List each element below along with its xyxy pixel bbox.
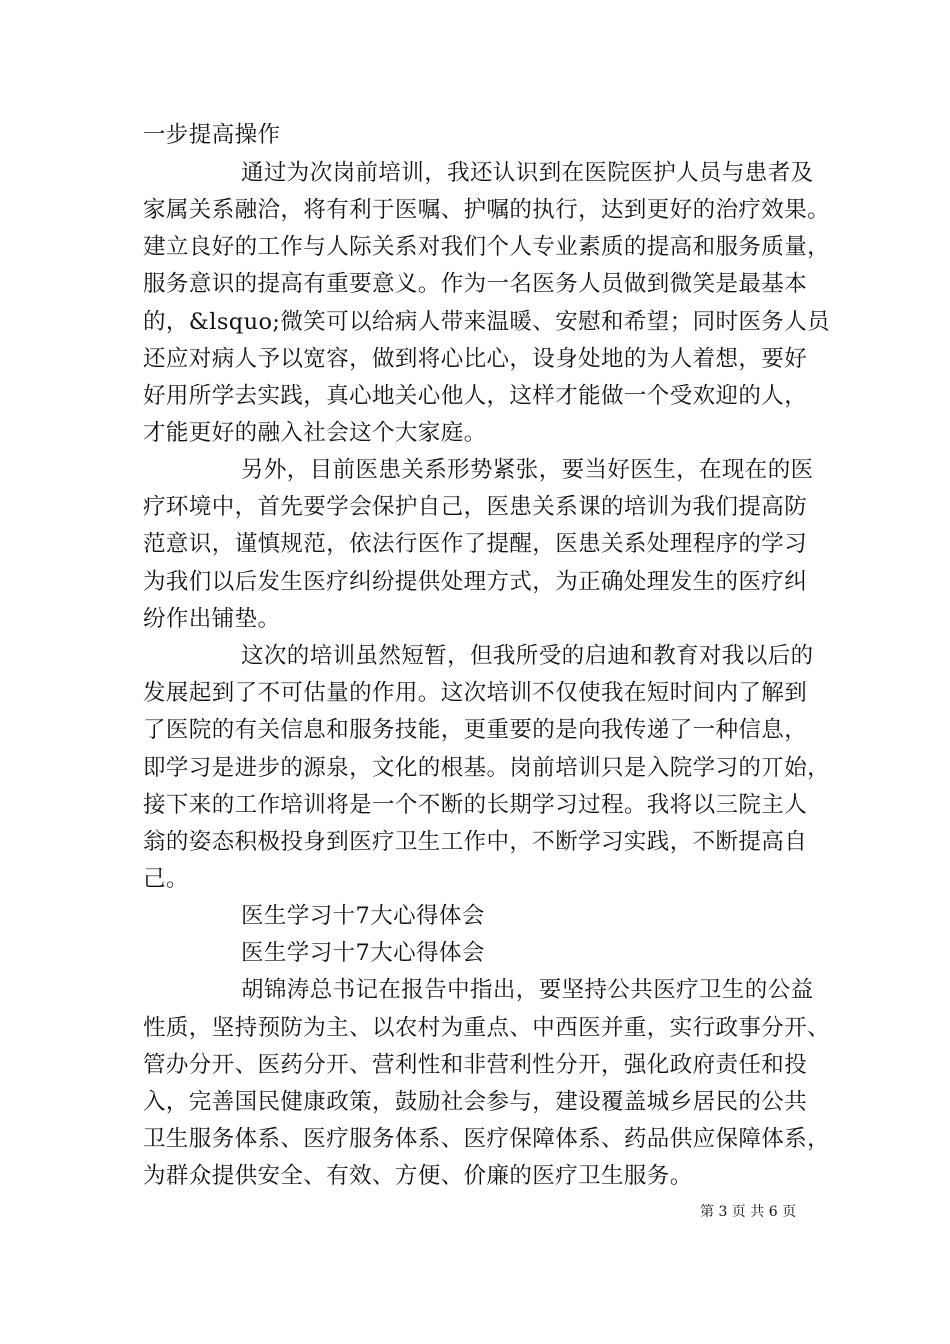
text-line: 性质，坚持预防为主、以农村为重点、中西医并重，实行政事分开、 [143,1015,831,1041]
text-line: 家属关系融洽，将有利于医嘱、护嘱的执行，达到更好的治疗效果。 [143,197,831,223]
text-line: 建立良好的工作与人际关系对我们个人专业素质的提高和服务质量， [143,234,831,260]
text-line: 服务意识的提高有重要意义。作为一名医务人员做到微笑是最基本 [143,271,808,297]
text-line: 一步提高操作 [143,122,281,148]
text-line: 接下来的工作培训将是一个不断的长期学习过程。我将以三院主人 [143,792,808,818]
text-line: 的，&lsquo;微笑可以给病人带来温暖、安慰和希望；同时医务人员 [143,309,830,335]
text-line: 发展起到了不可估量的作用。这次培训不仅使我在短时间内了解到 [143,680,808,706]
text-line: 才能更好的融入社会这个大家庭。 [143,420,487,446]
paragraph-first-line: 通过为次岗前培训，我还认识到在医院医护人员与患者及 [241,160,814,186]
text-line: 好用所学去实践，真心地关心他人，这样才能做一个受欢迎的人， [143,383,808,409]
paragraph-first-line: 这次的培训虽然短暂，但我所受的启迪和教育对我以后的 [241,643,814,669]
text-line: 翁的姿态积极投身到医疗卫生工作中，不断学习实践，不断提高自 [143,829,808,855]
text-line: 还应对病人予以宽容，做到将心比心，设身处地的为人着想，要好 [143,346,808,372]
page-number: 第 3 页 共 6 页 [700,1204,797,1220]
text-line: 己。 [143,866,189,892]
section-heading: 医生学习十7大心得体会 [241,940,485,966]
text-line: 纷作出铺垫。 [143,606,281,632]
text-line: 了医院的有关信息和服务技能，更重要的是向我传递了一种信息， [143,717,808,743]
section-heading: 医生学习十7大心得体会 [241,903,485,929]
text-line: 为群众提供安全、有效、方便、价廉的医疗卫生服务。 [143,1163,693,1189]
text-line: 卫生服务体系、医疗服务体系、医疗保障体系、药品供应保障体系， [143,1126,831,1152]
text-line: 入，完善国民健康政策，鼓励社会参与，建设覆盖城乡居民的公共 [143,1089,808,1115]
text-line: 疗环境中，首先要学会保护自己，医患关系课的培训为我们提高防 [143,494,808,520]
paragraph-first-line: 胡锦涛总书记在报告中指出，要坚持公共医疗卫生的公益 [241,977,814,1003]
text-line: 即学习是进步的源泉，文化的根基。岗前培训只是入院学习的丌始， [143,755,831,781]
text-line: 范意识，谨慎规范，依法行医作了提醒，医患关系处理程序的学习 [143,531,808,557]
text-line: 为我们以后发生医疗纠纷提供处理方式，为正确处理发生的医疗纠 [143,569,808,595]
text-line: 管办分开、医药分开、营利性和非营利性分开，强化政府责任和投 [143,1052,808,1078]
paragraph-first-line: 另外，目前医患关系形势紧张，要当好医生，在现在的医 [241,457,814,483]
